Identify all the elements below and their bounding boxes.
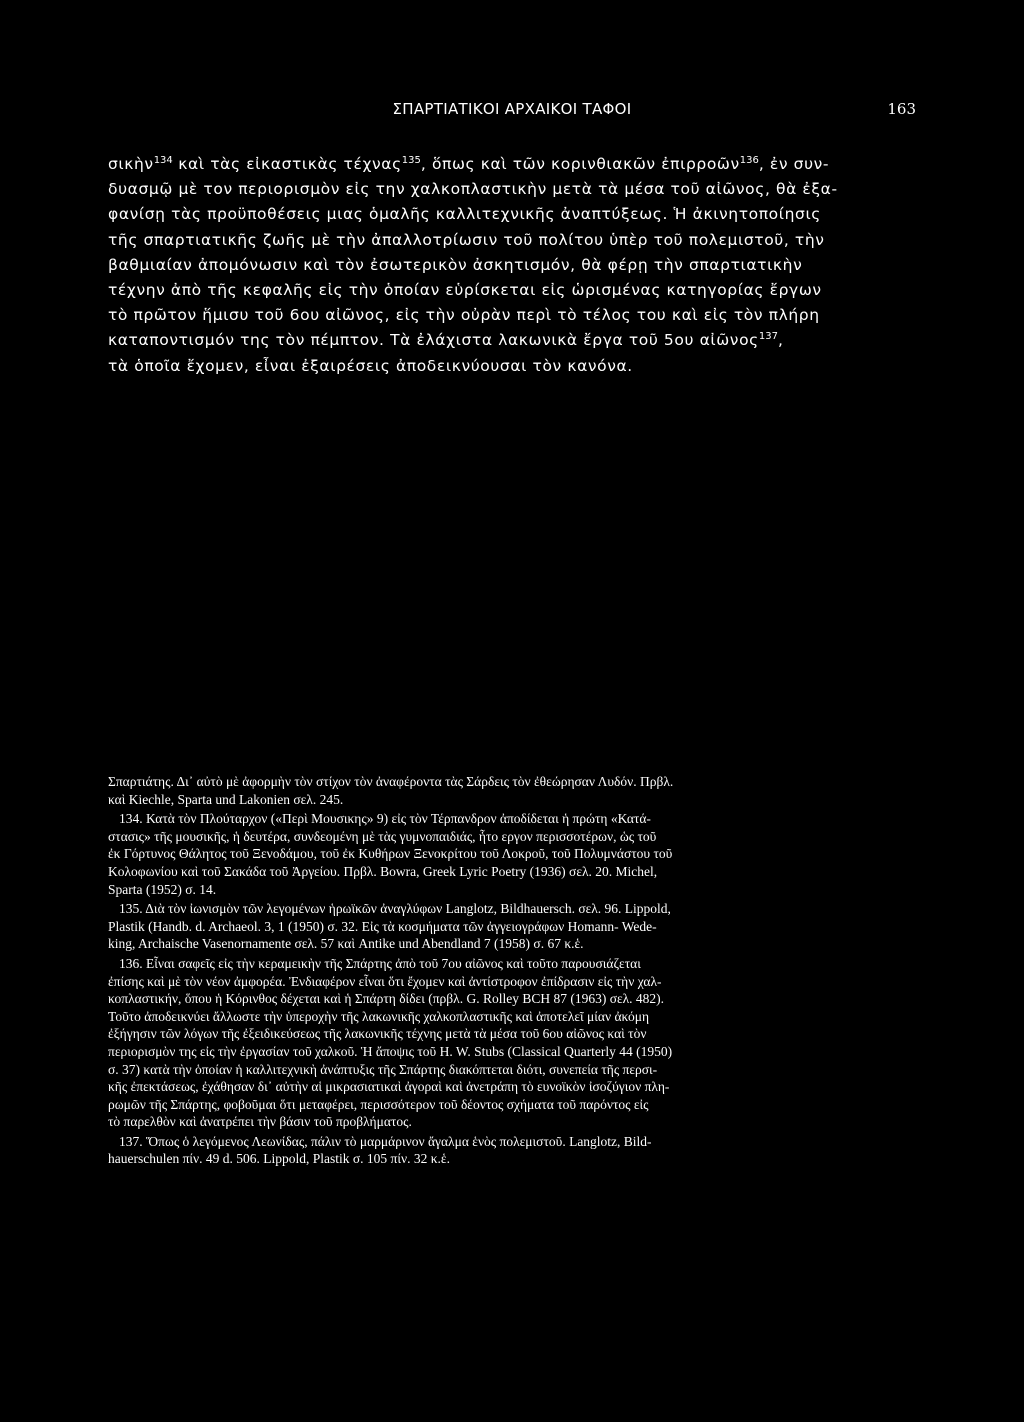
running-title: ΣΠΑΡΤΙΑΤΙΚΟΙ ΑΡΧΑΙΚΟΙ ΤΑΦΟΙ: [392, 100, 632, 118]
text-line: φανίσῃ τὰς προϋποθέσεις μιας ὁμαλῆς καλλιτεχνικῆς ἀναπτύξεως. Ἡ ἀκινητοποίησις: [108, 205, 821, 224]
footnote-134: [108, 810, 916, 898]
footnote-ref[interactable]: 137: [758, 331, 778, 343]
text-line: τῆς σπαρτιατικῆς ζωῆς μὲ τὴν ἀπαλλοτρίωσιν τοῦ πολίτου ὑπὲρ τοῦ πολεμιστοῦ, τὴν: [108, 230, 825, 249]
footnote-line: Σπαρτιάτης. Δι᾽ αὐτὸ μὲ ἀφορμὴν τὸν στίχον τὸν ἀναφέροντα τὰς Σάρδεις τὸν ἐθεώρησαν Λυδόν. Πρβλ.: [108, 774, 674, 789]
footnote-ref[interactable]: 134: [153, 155, 173, 166]
footnote-line: Κολοφωνίου καὶ τοῦ Σακάδα τοῦ Ἀργείου. Πρβλ. Bowra, Greek Lyric Poetry (1936) σελ. 20. Michel,: [108, 863, 658, 879]
text-line: καταποντισμόν της τὸν πέμπτον. Τὰ ἐλάχιστα λακωνικὰ ἔργα τοῦ 5ου αἰῶνος$^{137}$,: [108, 331, 784, 350]
text-line: τὰ ὁποῖα ἔχομεν, εἶναι ἐξαιρέσεις ἀποδεικνύουσαι τὸν κανόνα.: [108, 356, 633, 375]
footnote-line: hauerschulen πίν. 49 d. 506. Lippold, Plastik σ. 105 πίν. 32 κ.ἑ.: [108, 1151, 450, 1167]
footnote-line: ἐξήγησιν τῶν λόγων τῆς ἐξειδικεύσεως τῆς λακωνικῆς τέχνης μετὰ τὰ μέσα τοῦ 6ου αἰῶνος καὶ τὸν: [108, 1026, 647, 1042]
footnote-ref[interactable]: 136: [739, 155, 759, 166]
footnote-line: ἐκ Γόρτυνος Θάλητος τοῦ Ξενοδάμου, τοῦ ἐκ Κυθήρων Ξενοκρίτου τοῦ Λοκροῦ, τοῦ Πολυμνάστου τοῦ: [108, 846, 673, 862]
footnote-135: [108, 900, 916, 953]
text-line: βαθμιαίαν ἀπομόνωσιν καὶ τὸν ἐσωτερικὸν ἀσκητισμόν, θὰ φέρῃ τὴν σπαρτιατικὴν: [108, 255, 803, 274]
main-text: [108, 152, 916, 379]
text-line: τὸ πρῶτον ἥμισυ τοῦ 6ου αἰῶνος, εἰς τὴν οὐρὰν περὶ τὸ τέλος του καὶ εἰς τὸν πλήρη: [108, 306, 820, 325]
page-number: 163: [887, 100, 916, 118]
footnote-line: τὸ παρελθὸν καὶ ἀνατρέπει τὴν βάσιν τοῦ προβλήματος.: [108, 1114, 412, 1130]
footnote-line: καὶ Kiechle, Sparta und Lakonien σελ. 245.: [108, 791, 344, 807]
footnote-line: κοπλαστικήν, ὅπου ἡ Κόρινθος δέχεται καὶ ἡ Σπάρτη δίδει (πρβλ. G. Rolley BCH 87 (1963) σελ. 482).: [108, 991, 665, 1007]
footnote-continued: [108, 773, 916, 808]
footnote-line: ἐπίσης καὶ μὲ τὸν νέον ἀμφορέα. Ἐνδιαφέρον εἶναι ὅτι ἔχομεν καὶ ἀντίστροφον ἐπίδρασιν εἰς τὴν χαλ-: [108, 973, 662, 989]
footnote-line: Τοῦτο ἀποδεικνύει ἄλλωστε τὴν ὑπεροχὴν τῆς λακωνικῆς χαλκοπλαστικῆς καὶ ἀποτελεῖ μίαν ἀκόμη: [108, 1008, 650, 1024]
footnote-line: king, Archaische Vasenornamente σελ. 57 καὶ Antike und Abendland 7 (1958) σ. 67 κ.ἑ.: [108, 936, 584, 952]
footnote-line: 137. Ὅπως ὁ λεγόμενος Λεωνίδας, πάλιν τὸ μαρμάρινον ἄγαλμα ἑνὸς πολεμιστοῦ. Langlotz, Bild-: [119, 1133, 652, 1149]
footnote-line: 135. Διὰ τὸν ἰωνισμὸν τῶν λεγομένων ἡρωϊκῶν ἀναγλύφων Langlotz, Bildhauersch. σελ. 96. Lippold,: [119, 901, 671, 917]
footnote-line: στασις» τῆς μουσικῆς, ἡ δευτέρα, συνδεομένη μὲ τὰς γυμνοπαιδιάς, ἦτο εργον περισσοτέρων, ὡς τοῦ: [108, 828, 657, 844]
footnote-line: ρωμῶν τῆς Σπάρτης, φοβοῦμαι ὅτι μεταφέρει, περισσότερον τοῦ δέοντος σχήματα τοῦ παρόντος εἰς: [108, 1096, 649, 1112]
footnote-line: περιορισμὸν της εἰς τὴν ἐργασίαν τοῦ χαλκοῦ. Ἡ ἄποψις τοῦ H. W. Stubs (Classical Quarterly 44 (1950): [108, 1043, 673, 1059]
footnote-line: σ. 37) κατὰ τὴν ὁποίαν ἡ καλλιτεχνικὴ ἀνάπτυξις τῆς Σπάρτης διακόπτεται διότι, συνεπεία τῆς περσι-: [108, 1061, 658, 1077]
text-line: δυασμῷ μὲ τον περιορισμὸν εἰς την χαλκοπλαστικὴν μετὰ τὰ μέσα τοῦ αἰῶνος, θὰ ἐξα-: [108, 180, 838, 199]
footnote-line: κῆς ἐπεκτάσεως, ἐχάθησαν δι᾽ αὐτὴν αἱ μικρασιατικαὶ ἀγοραὶ καὶ ἀνετράπη τὸ ευνοϊκὸν ἰσοζύγιον πλη-: [108, 1079, 670, 1095]
footnote-line: Plastik (Handb. d. Archaeol. 3, 1 (1950) σ. 32. Εἰς τὰ κοσμήματα τῶν ἀγγειογράφων Homann- Wede-: [108, 918, 657, 934]
footnote-line: 136. Εἶναι σαφεῖς εἰς τὴν κεραμεικὴν τῆς Σπάρτης ἀπὸ τοῦ 7ου αἰῶνος καὶ τοῦτο παρουσιάζεται: [119, 955, 641, 971]
footnotes: [108, 771, 916, 1168]
footnote-136: [108, 955, 916, 1131]
footnote-ref[interactable]: 135: [401, 155, 421, 166]
footnote-137: [108, 1133, 916, 1168]
page-header: [108, 100, 916, 124]
footnote-line: Sparta (1952) σ. 14.: [108, 881, 217, 897]
text-line: τέχνην ἀπὸ τῆς κεφαλῆς εἰς τὴν ὁποίαν εὑρίσκεται εἰς ὡρισμένας κατηγορίας ἔργων: [108, 281, 822, 300]
footnote-line: 134. Κατὰ τὸν Πλούταρχον («Περὶ Μουσικης» 9) εἰς τὸν Τέρπανδρον ἀποδίδεται ἡ πρώτη «Κατά-: [119, 811, 651, 827]
text-line: σικὴν$^{134}$ καὶ τὰς εἰκαστικὰς τέχνας$^{135}$, ὅπως καὶ τῶν κορινθιακῶν ἐπιρροῶν$^{136}$, ἐν συν-: [108, 155, 830, 173]
